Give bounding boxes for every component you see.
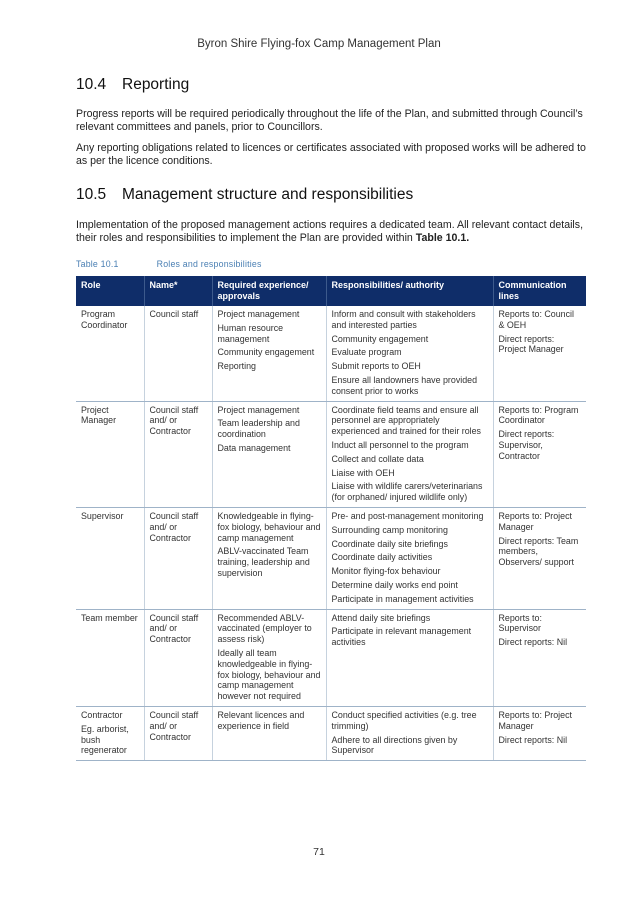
cell-line: Program Coordinator — [81, 309, 128, 330]
cell-line: Conduct specified activities (e.g. tree trimming) — [331, 709, 477, 731]
table-cell-experience — [212, 609, 326, 706]
cell-line: Relevant licences and experience in field — [217, 709, 305, 731]
cell-line: Surrounding camp monitoring — [331, 524, 448, 535]
table-cell-responsibilities — [326, 401, 493, 507]
cell-line: Direct reports: Nil — [498, 637, 568, 648]
cell-line: Participate in management activities — [331, 593, 474, 604]
table-cell-communication — [493, 401, 586, 507]
cell-line: Direct reports: Team members, Observers/ support — [498, 535, 579, 568]
cell-line: Liaise with wildlife carers/veterinarians (for orphaned/ injured wildlife only) — [331, 481, 483, 503]
cell-line: Supervisor — [81, 510, 124, 521]
cell-line: Contractor — [81, 709, 123, 720]
cell-line: Submit reports to OEH — [331, 361, 421, 372]
cell-line: Adhere to all directions given by Supervisor — [331, 734, 458, 756]
cell-line: Project management — [217, 404, 300, 415]
table-cell-experience — [212, 401, 326, 507]
paragraph-text: Implementation of the proposed management actions requires a dedicated team. All relevant contact details, their roles and responsibilities to implement the Plan are provided within — [76, 219, 584, 244]
running-header: Byron Shire Flying-fox Camp Management Plan — [197, 38, 441, 50]
table-caption-label: Table 10.1 — [76, 259, 119, 269]
cell-line: Recommended ABLV-vaccinated (employer to assess risk) — [217, 612, 312, 645]
table-cell-communication — [493, 609, 586, 706]
cell-line: Evaluate program — [331, 347, 402, 358]
cell-line: Council staff and/ or Contractor — [149, 404, 199, 437]
cell-line: Coordinate daily site briefings — [331, 538, 448, 549]
table-cell-name — [144, 401, 212, 507]
roles-table — [76, 276, 586, 761]
cell-line: Reports to: Project Manager — [498, 510, 572, 532]
table-caption — [76, 259, 586, 269]
column-header: Required experience/ approvals — [212, 276, 326, 306]
column-header: Name* — [144, 276, 212, 306]
cell-line: Attend daily site briefings — [331, 612, 431, 623]
table-cell-responsibilities — [326, 306, 493, 401]
cell-line: Coordinate field teams and ensure all personnel are appropriately experienced and trained for their roles — [331, 404, 481, 437]
cell-line: Induct all personnel to the program — [331, 439, 469, 450]
table-cell-name — [144, 306, 212, 401]
cell-line: Participate in relevant management activities — [331, 626, 472, 648]
section-heading-management — [76, 186, 586, 204]
table-cell-responsibilities — [326, 609, 493, 706]
section-management — [76, 186, 586, 761]
cell-line: Council staff and/ or Contractor — [149, 612, 199, 645]
table-caption-title: Roles and responsibilities — [156, 259, 262, 269]
paragraph: Progress reports will be required periodically throughout the life of the Plan, and submitted through Council’s relevant committees and panels, prior to Councillors. — [76, 108, 583, 133]
paragraph — [76, 219, 586, 245]
table-cell-role — [76, 306, 144, 401]
cell-line: Eg. arborist, bush regenerator — [81, 723, 129, 756]
cell-line: Team member — [81, 612, 138, 623]
cell-line: Project Manager — [81, 404, 117, 426]
cell-line: Reports to: Council & OEH — [498, 309, 574, 330]
section-number: 10.4 — [76, 76, 107, 93]
cell-line: Community engagement — [217, 347, 315, 358]
table-cell-name — [144, 609, 212, 706]
table-row — [76, 609, 586, 706]
cell-line: Monitor flying-fox behaviour — [331, 566, 441, 577]
section-number: 10.5 — [76, 186, 107, 203]
table-cell-experience — [212, 507, 326, 609]
cell-line: Ensure all landowners have provided consent prior to works — [331, 374, 478, 396]
table-row — [76, 306, 586, 401]
cell-line: Council staff and/ or Contractor — [149, 510, 199, 543]
cell-line: Reports to: Supervisor — [498, 612, 542, 634]
table-cell-role — [76, 507, 144, 609]
column-header: Responsibilities/ authority — [326, 276, 493, 306]
table-reference: Table 10.1. — [415, 232, 470, 244]
cell-line: Project management — [217, 309, 300, 319]
cell-line: Liaise with OEH — [331, 467, 395, 478]
section-heading-reporting — [76, 76, 586, 94]
table-cell-responsibilities — [326, 507, 493, 609]
cell-line: Council staff and/ or Contractor — [149, 709, 199, 742]
table-header-row — [76, 276, 586, 306]
paragraph: Any reporting obligations related to licences or certificates associated with proposed works will be adhered to as per the licence conditions. — [76, 142, 586, 167]
table-cell-name — [144, 507, 212, 609]
cell-line: Coordinate daily activities — [331, 552, 433, 563]
cell-line: Community engagement — [331, 333, 429, 344]
cell-line: ABLV-vaccinated Team training, leadership and supervision — [217, 546, 310, 578]
cell-line: Data management — [217, 442, 291, 453]
table-row — [76, 507, 586, 609]
cell-line: Direct reports: Project Manager — [498, 333, 564, 355]
cell-line: Ideally all team knowledgeable in flying-fox biology, behaviour and camp management however not required — [217, 647, 321, 702]
section-title: Reporting — [122, 76, 190, 93]
cell-line: Knowledgeable in flying-fox biology, behaviour and camp management — [217, 510, 321, 543]
table-cell-role — [76, 401, 144, 507]
cell-line: Inform and consult with stakeholders and interested parties — [331, 309, 476, 330]
table-cell-communication — [493, 706, 586, 760]
table-cell-role — [76, 609, 144, 706]
table-cell-name — [144, 706, 212, 760]
cell-line: Pre- and post-management monitoring — [331, 510, 484, 521]
cell-line: Reporting — [217, 361, 256, 372]
cell-line: Direct reports: Supervisor, Contractor — [498, 429, 555, 461]
section-reporting — [76, 76, 586, 168]
table-cell-communication — [493, 507, 586, 609]
cell-line: Collect and collate data — [331, 453, 424, 464]
column-header: Communication lines — [493, 276, 586, 306]
column-header: Role — [76, 276, 144, 306]
cell-line: Team leadership and coordination — [217, 418, 300, 440]
table-row — [76, 401, 586, 507]
table-row — [76, 706, 586, 760]
section-title: Management structure and responsibilities — [122, 186, 414, 203]
table-cell-experience — [212, 706, 326, 760]
cell-line: Reports to: Project Manager — [498, 709, 572, 731]
table-cell-role — [76, 706, 144, 760]
table-cell-experience — [212, 306, 326, 401]
cell-line: Council staff — [149, 309, 199, 319]
cell-line: Reports to: Program Coordinator — [498, 404, 579, 426]
table-cell-communication — [493, 306, 586, 401]
cell-line: Direct reports: Nil — [498, 734, 568, 745]
table-cell-responsibilities — [326, 706, 493, 760]
cell-line: Determine daily works end point — [331, 579, 458, 590]
page-number: 71 — [313, 846, 325, 858]
cell-line: Human resource management — [217, 322, 284, 344]
